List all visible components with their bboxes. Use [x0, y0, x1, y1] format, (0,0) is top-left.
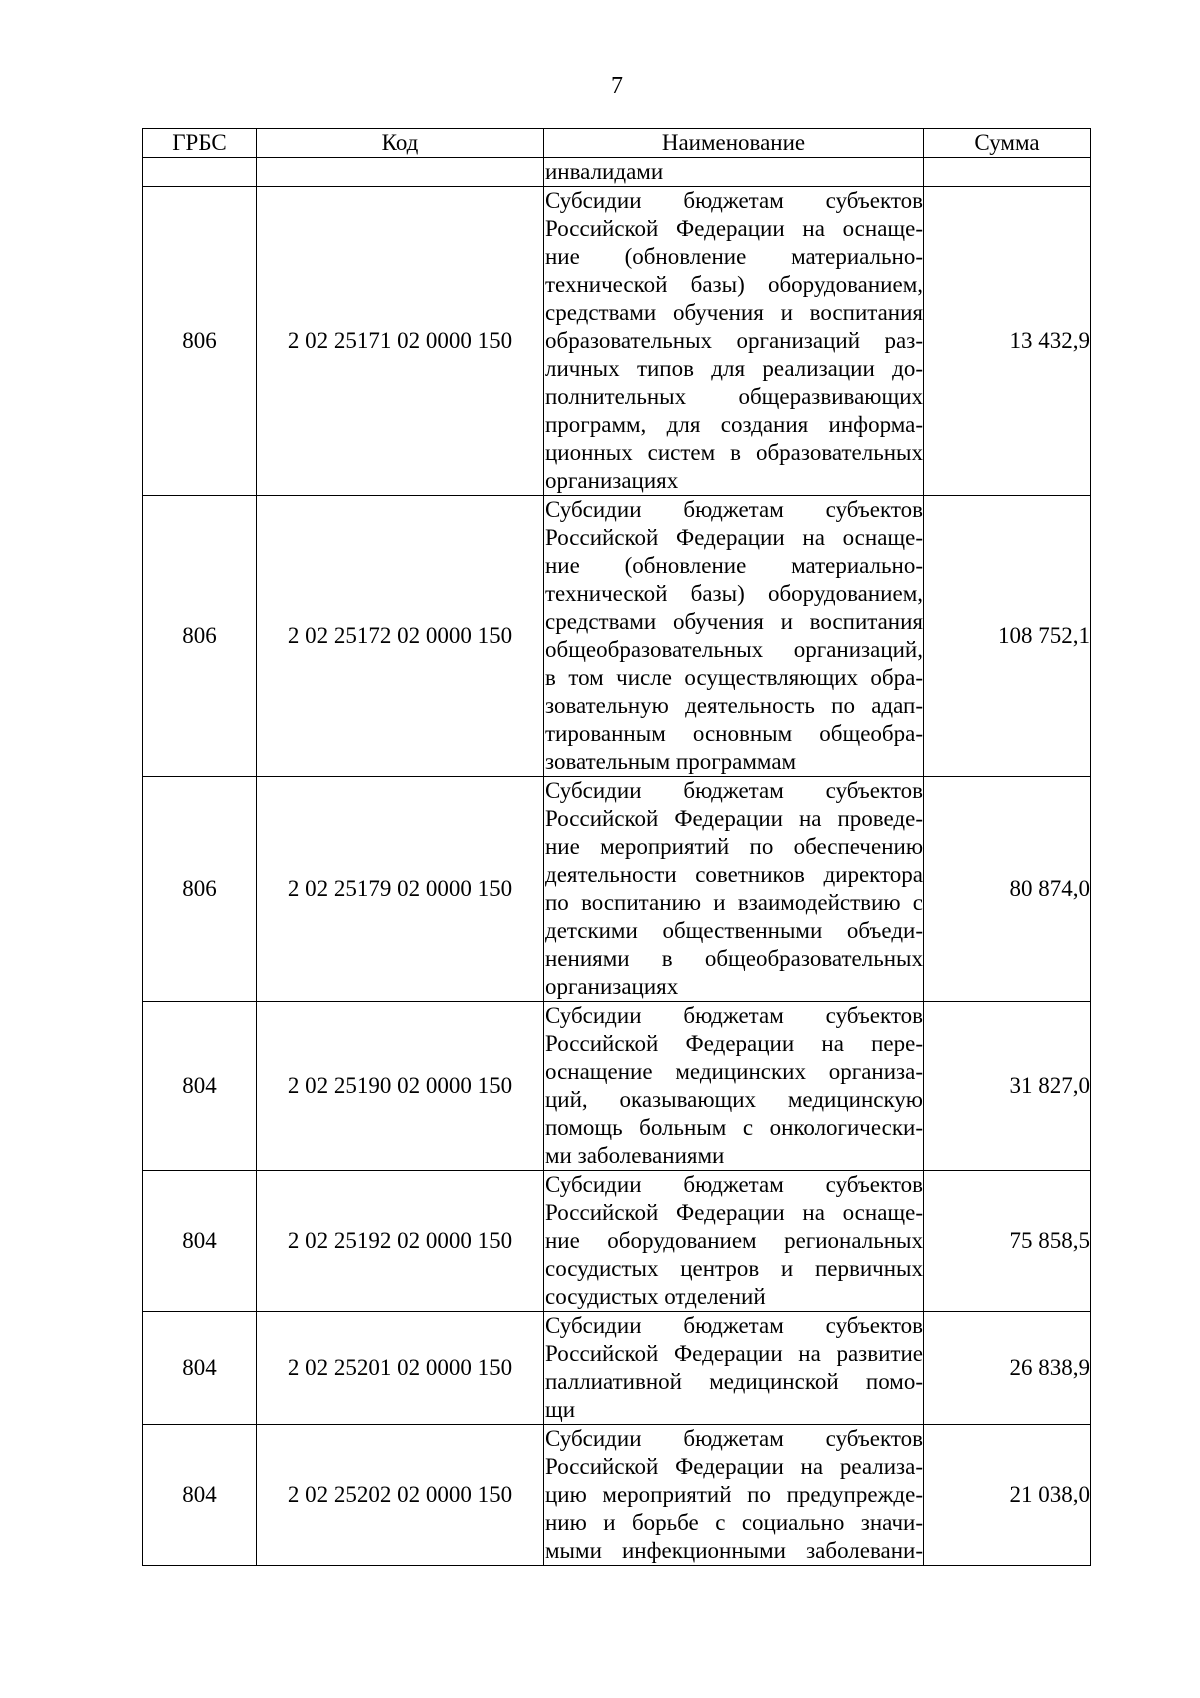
name-line: Субсидии бюджетам субъектов — [545, 1003, 923, 1028]
name-line: нию и борьбе с социально значи- — [545, 1510, 923, 1535]
code-cell: 2 02 25190 02 0000 150 — [257, 1002, 544, 1171]
table-row — [143, 1171, 1091, 1312]
code-cell: 2 02 25202 02 0000 150 — [257, 1425, 544, 1566]
code-cell: 2 02 25179 02 0000 150 — [257, 777, 544, 1002]
amount-cell: 31 827,0 — [924, 1002, 1091, 1171]
name-cell — [544, 1171, 924, 1312]
name-cell — [544, 1002, 924, 1171]
name-line: в том числе осуществляющих обра- — [545, 665, 923, 690]
name-line: Субсидии бюджетам субъектов — [545, 1313, 923, 1338]
grbs-cell: 804 — [143, 1312, 257, 1425]
table-row — [143, 777, 1091, 1002]
name-line: зовательную деятельность по адап- — [545, 693, 923, 718]
grbs-cell: 804 — [143, 1002, 257, 1171]
name-line: Субсидии бюджетам субъектов — [545, 497, 923, 522]
amount-cell: 80 874,0 — [924, 777, 1091, 1002]
name-line: сосудистых центров и первичных — [545, 1256, 923, 1281]
grbs-cell: 806 — [143, 496, 257, 777]
page-number: 7 — [611, 73, 623, 99]
name-line: Субсидии бюджетам субъектов — [545, 778, 923, 803]
name-line: организациях — [545, 468, 679, 493]
table-row — [143, 1425, 1091, 1566]
name-line: мыми инфекционными заболевани- — [545, 1538, 923, 1563]
name-line: сосудистых отделений — [545, 1284, 766, 1309]
name-line: оснащение медицинских организа- — [545, 1059, 923, 1084]
name-line: ние мероприятий по обеспечению — [545, 834, 923, 859]
name-line: Субсидии бюджетам субъектов — [545, 188, 923, 213]
name-line: цию мероприятий по предупрежде- — [545, 1482, 923, 1507]
header-name: Наименование — [544, 129, 924, 158]
table-row — [143, 1002, 1091, 1171]
name-line: образовательных организаций раз- — [545, 328, 923, 353]
grbs-cell — [143, 158, 257, 187]
table-row — [143, 496, 1091, 777]
name-line: Субсидии бюджетам субъектов — [545, 1172, 923, 1197]
name-line: Российской Федерации на пере- — [545, 1031, 923, 1056]
name-line: полнительных общеразвивающих — [545, 384, 923, 409]
name-line: средствами обучения и воспитания — [545, 609, 923, 634]
header-code: Код — [257, 129, 544, 158]
amount-cell — [924, 158, 1091, 187]
table-row — [143, 187, 1091, 496]
name-line: Российской Федерации на реализа- — [545, 1454, 923, 1479]
name-line: зовательным программам — [545, 749, 797, 774]
name-line: щи — [545, 1397, 576, 1422]
name-line: тированным основным общеобра- — [545, 721, 923, 746]
name-cell — [544, 496, 924, 777]
name-line: ционных систем в образовательных — [545, 440, 923, 465]
name-line: ние (обновление материально- — [545, 553, 923, 578]
header-amount: Сумма — [924, 129, 1091, 158]
name-line: ми заболеваниями — [545, 1143, 725, 1168]
name-line: программ, для создания информа- — [545, 412, 923, 437]
name-cell — [544, 1312, 924, 1425]
name-line: Российской Федерации на оснаще- — [545, 1200, 923, 1225]
grbs-cell: 804 — [143, 1425, 257, 1566]
name-line: детскими общественными объеди- — [545, 918, 923, 943]
code-cell: 2 02 25172 02 0000 150 — [257, 496, 544, 777]
table-row — [143, 1312, 1091, 1425]
name-line: общеобразовательных организаций, — [545, 637, 923, 662]
name-line: Российской Федерации на оснаще- — [545, 525, 923, 550]
name-line: технической базы) оборудованием, — [545, 272, 923, 297]
amount-cell: 13 432,9 — [924, 187, 1091, 496]
amount-cell: 108 752,1 — [924, 496, 1091, 777]
code-cell: 2 02 25171 02 0000 150 — [257, 187, 544, 496]
budget-table — [142, 128, 1091, 1566]
amount-cell: 21 038,0 — [924, 1425, 1091, 1566]
name-line: ние (обновление материально- — [545, 244, 923, 269]
name-line: Субсидии бюджетам субъектов — [545, 1426, 923, 1451]
name-line: технической базы) оборудованием, — [545, 581, 923, 606]
name-line: деятельности советников директора — [545, 862, 923, 887]
amount-cell: 26 838,9 — [924, 1312, 1091, 1425]
name-line: ций, оказывающих медицинскую — [545, 1087, 923, 1112]
code-cell: 2 02 25201 02 0000 150 — [257, 1312, 544, 1425]
grbs-cell: 806 — [143, 187, 257, 496]
name-line: Российской Федерации на развитие — [545, 1341, 923, 1366]
name-line: нениями в общеобразовательных — [545, 946, 923, 971]
name-line: организациях — [545, 974, 679, 999]
table-row — [143, 158, 1091, 187]
name-line: помощь больным с онкологически- — [545, 1115, 923, 1140]
header-grbs: ГРБС — [143, 129, 257, 158]
amount-cell: 75 858,5 — [924, 1171, 1091, 1312]
grbs-cell: 804 — [143, 1171, 257, 1312]
name-line: личных типов для реализации до- — [545, 356, 923, 381]
name-cell — [544, 187, 924, 496]
name-line: средствами обучения и воспитания — [545, 300, 923, 325]
name-cell — [544, 777, 924, 1002]
table-body — [143, 158, 1091, 1566]
name-cell — [544, 1425, 924, 1566]
code-cell — [257, 158, 544, 187]
name-line: Российской Федерации на проведе- — [545, 806, 923, 831]
code-cell: 2 02 25192 02 0000 150 — [257, 1171, 544, 1312]
table-header — [143, 129, 1091, 158]
name-line: по воспитанию и взаимодействию с — [545, 890, 923, 915]
name-cell — [544, 158, 924, 187]
name-line: Российской Федерации на оснаще- — [545, 216, 923, 241]
name-line: инвалидами — [545, 159, 664, 184]
name-line: паллиативной медицинской помо- — [545, 1369, 923, 1394]
grbs-cell: 806 — [143, 777, 257, 1002]
name-line: ние оборудованием региональных — [545, 1228, 923, 1253]
